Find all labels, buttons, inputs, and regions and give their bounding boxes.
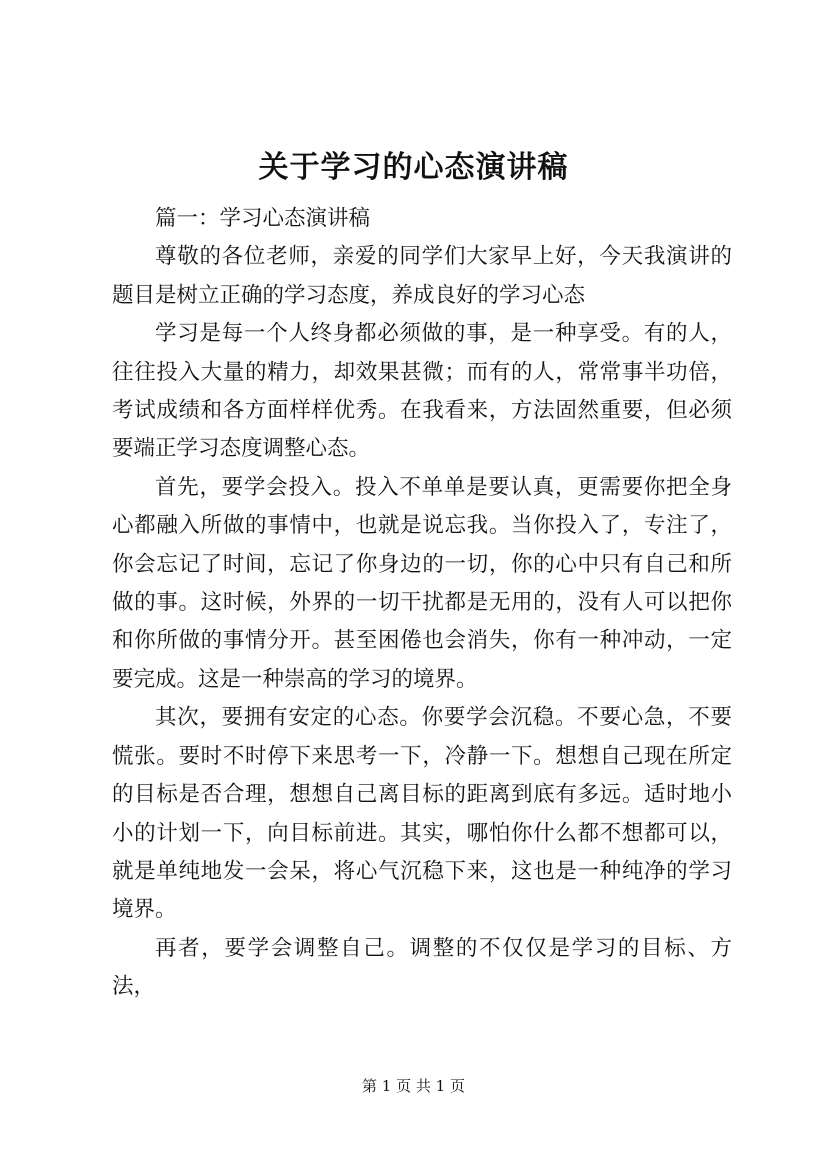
- paragraph-2: 学习是每一个人终身都必须做的事，是一种享受。有的人，往往投入大量的精力，却效果甚微；而有的人，常常事半功倍，考试成绩和各方面样样优秀。在我看来，方法固然重要，但必须要端正学习态度调整心态。: [112, 321, 732, 462]
- document-title: 关于学习的心态演讲稿: [258, 150, 569, 185]
- paragraph-5: 再者，要学会调整自己。调整的不仅仅是学习的目标、方法，: [112, 935, 732, 1000]
- document-body: [112, 200, 732, 1007]
- paragraph-1: 尊敬的各位老师，亲爱的同学们大家早上好，今天我演讲的题目是树立正确的学习态度，养成良好的学习心态: [112, 244, 732, 308]
- section-heading: 篇一：学习心态演讲稿: [155, 206, 371, 231]
- paragraph-4: 其次，要拥有安定的心态。你要学会沉稳。不要心急，不要慌张。要时不时停下来思考一下，冷静一下。想想自己现在所定的目标是否合理，想想自己离目标的距离到底有多远。适时地小小的计划一下，向目标前进。其实，哪怕你什么都不想都可以，就是单纯地发一会呆，将心气沉稳下来，这也是一种纯净的学习境界。: [112, 705, 732, 923]
- page-number-footer: 第 1 页 共 1 页: [362, 1077, 465, 1095]
- paragraph-3: 首先，要学会投入。投入不单单是要认真，更需要你把全身心都融入所做的事情中，也就是说忘我。当你投入了，专注了，你会忘记了时间，忘记了你身边的一切，你的心中只有自己和所做的事。这时候，外界的一切干扰都是无用的，没有人可以把你和你所做的事情分开。甚至困倦也会消失，你有一种冲动，一定要完成。这是一种崇高的学习的境界。: [112, 474, 732, 692]
